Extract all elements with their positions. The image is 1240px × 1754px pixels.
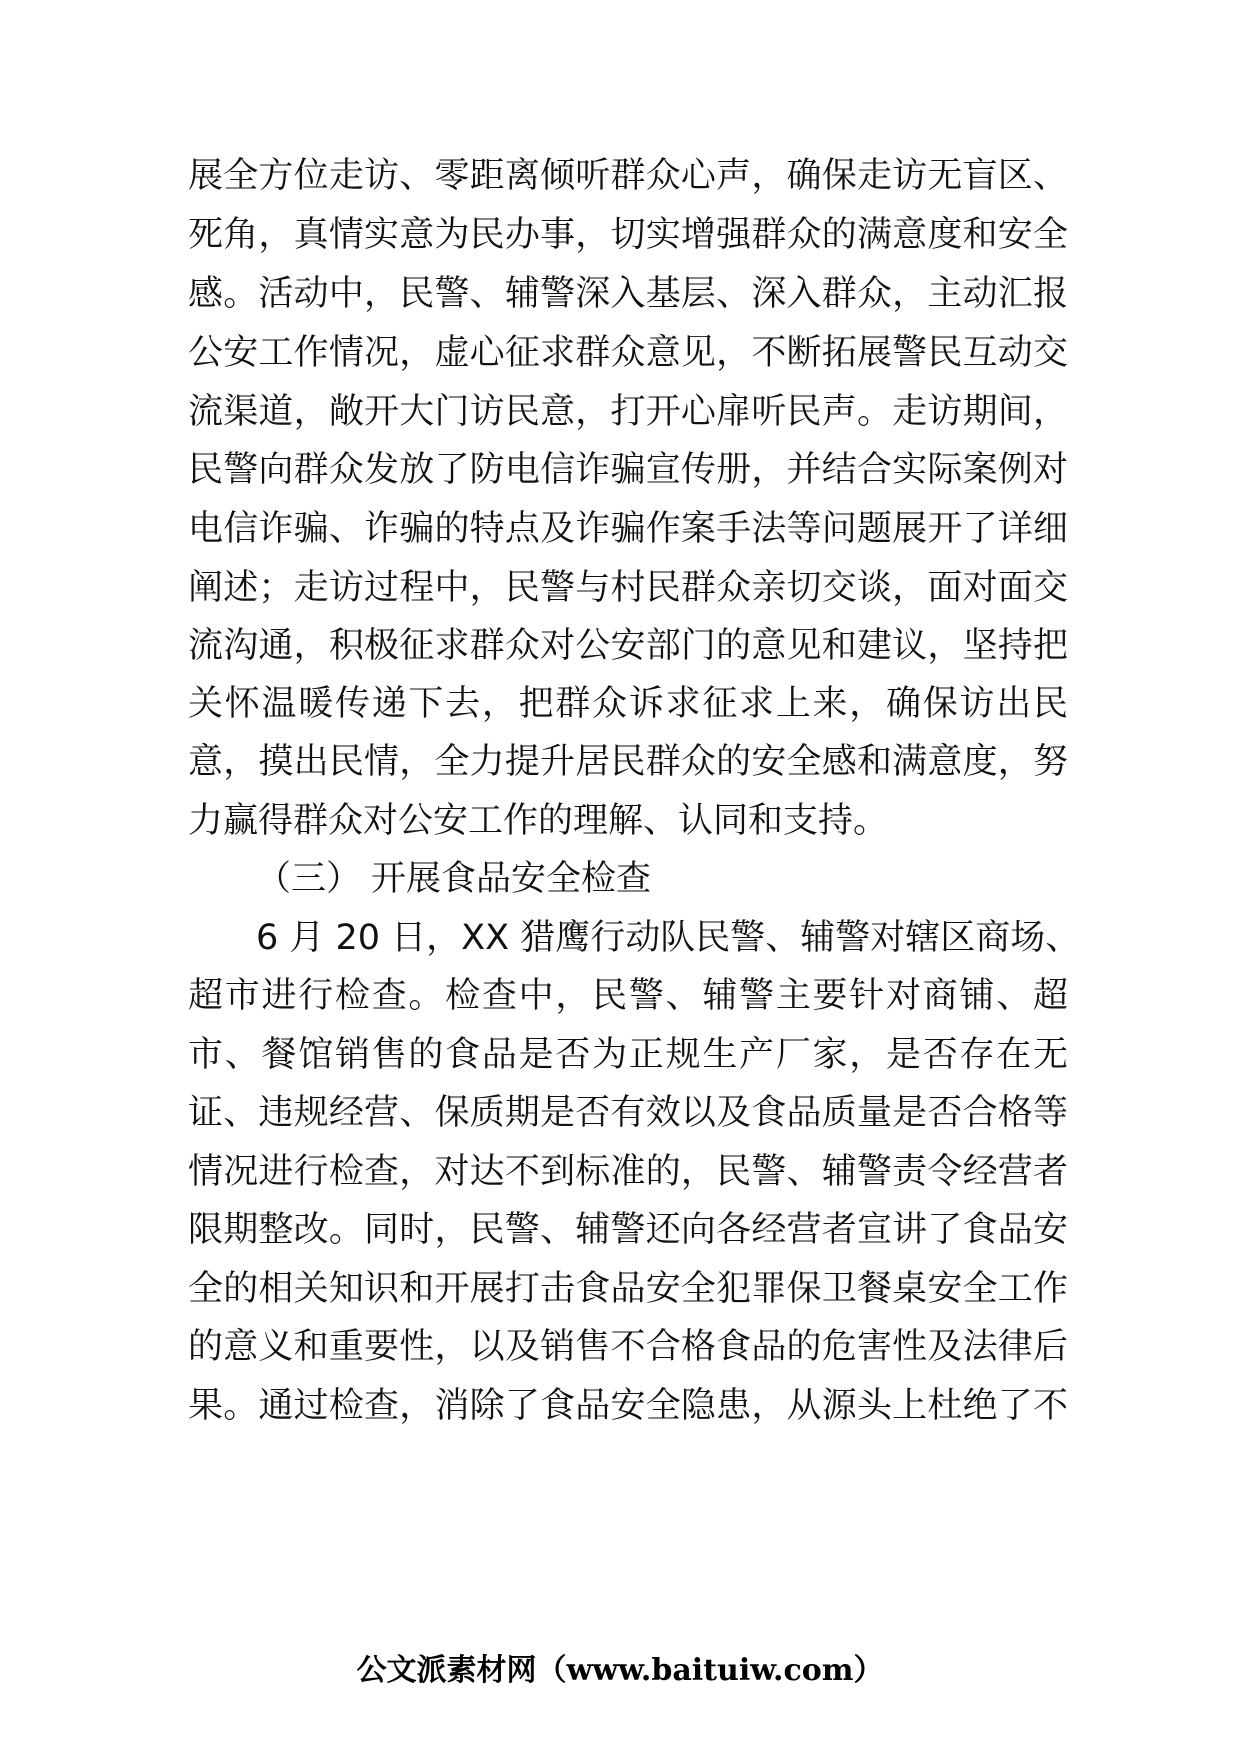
paragraph-line: 情况进行检查，对达不到标准的，民警、辅警责令经营者 bbox=[188, 1152, 1068, 1192]
paragraph-line: 电信诈骗、诈骗的特点及诈骗作案手法等问题展开了详细 bbox=[188, 509, 1068, 549]
paragraph-line: 公安工作情况，虚心征求群众意见，不断拓展警民互动交 bbox=[188, 333, 1068, 373]
footer-watermark: 公文派素材网（www.baituiw.com） bbox=[356, 1653, 884, 1688]
paragraph-line: 展全方位走访、零距离倾听群众心声，确保走访无盲区、 bbox=[188, 156, 1068, 196]
paragraph-line: 力赢得群众对公安工作的理解、认同和支持。 bbox=[188, 801, 889, 841]
paragraph-line: 死角，真情实意为民办事，切实增强群众的满意度和安全 bbox=[188, 215, 1068, 255]
section-number: （三） bbox=[256, 859, 362, 899]
paragraph-line: 感。活动中，民警、辅警深入基层、深入群众，主动汇报 bbox=[188, 274, 1068, 314]
paragraph-line: 流渠道，敞开大门访民意，打开心扉听民声。走访期间， bbox=[188, 392, 1068, 432]
paragraph-line: 全的相关知识和开展打击食品安全犯罪保卫餐桌安全工作 bbox=[188, 1269, 1068, 1309]
paragraph-line: 意，摸出民情，全力提升居民群众的安全感和满意度，努 bbox=[188, 742, 1068, 782]
paragraph-line: 市、餐馆销售的食品是否为正规生产厂家，是否存在无 bbox=[188, 1035, 1068, 1075]
paragraph-line: 阐述；走访过程中，民警与村民群众亲切交谈，面对面交 bbox=[188, 568, 1068, 608]
paragraph-line: 证、违规经营、保质期是否有效以及食品质量是否合格等 bbox=[188, 1093, 1068, 1133]
paragraph-line: 民警向群众发放了防电信诈骗宣传册，并结合实际案例对 bbox=[188, 450, 1068, 490]
paragraph-line: 6 月 20 日，XX 猎鹰行动队民警、辅警对辖区商场、 bbox=[256, 918, 1081, 958]
paragraph-line: 限期整改。同时，民警、辅警还向各经营者宣讲了食品安 bbox=[188, 1210, 1068, 1250]
paragraph-line: 关怀温暖传递下去，把群众诉求征求上来，确保访出民 bbox=[188, 684, 1068, 724]
paragraph-line: 流沟通，积极征求群众对公安部门的意见和建议，坚持把 bbox=[188, 626, 1068, 666]
paragraph-line: 超市进行检查。检查中，民警、辅警主要针对商铺、超 bbox=[188, 976, 1068, 1016]
section-heading bbox=[256, 847, 651, 911]
paragraph-line: 的意义和重要性，以及销售不合格食品的危害性及法律后 bbox=[188, 1327, 1068, 1367]
paragraph-line: 果。通过检查，消除了食品安全隐患，从源头上杜绝了不 bbox=[188, 1386, 1068, 1426]
section-title: 开展食品安全检查 bbox=[371, 859, 652, 899]
